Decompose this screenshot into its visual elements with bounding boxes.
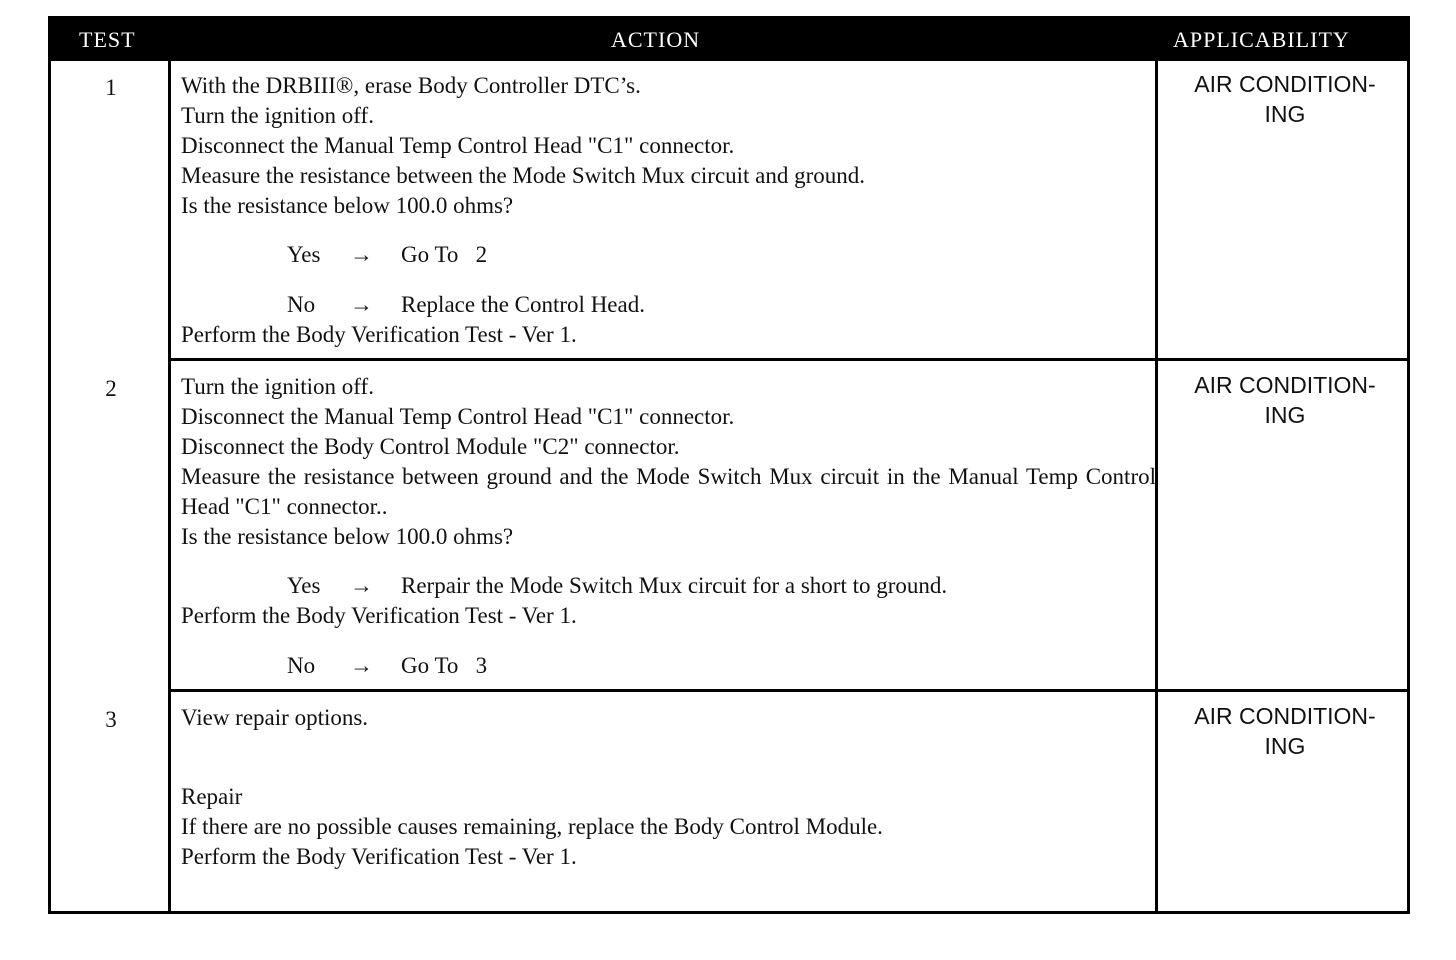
- yes-option: [181, 571, 1156, 601]
- applicability-cell: [1163, 69, 1407, 129]
- no-result: Replace the Control Head.: [401, 292, 645, 317]
- action-line: Turn the ignition off.: [181, 374, 374, 399]
- applicability-cell: [1163, 701, 1407, 761]
- header-action: ACTION: [611, 27, 701, 52]
- action-cell: [181, 372, 1156, 681]
- test-number: 3: [105, 707, 117, 732]
- header-applicability: APPLICABILITY: [1173, 27, 1350, 52]
- applicability-text-continued: ING: [1264, 101, 1306, 127]
- no-option: [181, 651, 1156, 681]
- applicability-text: AIR CONDITION-: [1194, 71, 1376, 97]
- no-result: Go To 3: [401, 653, 488, 678]
- column-divider: [168, 61, 171, 911]
- action-cell: [181, 703, 1156, 872]
- header-test: TEST: [79, 27, 136, 52]
- repair-text: If there are no possible causes remaining, replace the Body Control Module.: [181, 814, 883, 839]
- arrow-icon: →: [350, 653, 373, 678]
- action-line: View repair options.: [181, 705, 369, 730]
- action-line: Is the resistance below 100.0 ohms?: [181, 524, 514, 549]
- applicability-cell: [1163, 370, 1407, 430]
- action-line: Measure the resistance between the Mode Switch Mux circuit and ground.: [181, 163, 866, 188]
- yes-label: Yes: [287, 242, 321, 267]
- no-label: No: [287, 653, 316, 678]
- applicability-text: AIR CONDITION-: [1194, 703, 1376, 729]
- action-line: Disconnect the Body Control Module "C2" connector.: [181, 434, 680, 459]
- row-divider: [171, 689, 1407, 692]
- applicability-text-continued: ING: [1264, 733, 1306, 759]
- applicability-text-continued: ING: [1264, 402, 1306, 428]
- test-number: 1: [105, 75, 117, 100]
- action-line: Is the resistance below 100.0 ohms?: [181, 193, 514, 218]
- repair-label: Repair: [181, 784, 243, 809]
- yes-result-continued: Perform the Body Verification Test - Ver 1.: [181, 603, 577, 628]
- arrow-icon: →: [350, 573, 373, 598]
- action-line: With the DRBIII®, erase Body Controller DTC’s.: [181, 73, 641, 98]
- table-header: [51, 19, 1407, 61]
- no-result-continued: Perform the Body Verification Test - Ver 1.: [181, 322, 577, 347]
- row-divider: [171, 358, 1407, 361]
- applicability-text: AIR CONDITION-: [1194, 372, 1376, 398]
- yes-result: Go To 2: [401, 242, 488, 267]
- arrow-icon: →: [350, 292, 373, 317]
- action-line: Disconnect the Manual Temp Control Head "C1" connector.: [181, 133, 735, 158]
- action-line: Turn the ignition off.: [181, 103, 374, 128]
- repair-text-continued: Perform the Body Verification Test - Ver 1.: [181, 844, 577, 869]
- yes-result: Rerpair the Mode Switch Mux circuit for a short to ground.: [401, 573, 948, 598]
- no-option: [181, 290, 1156, 320]
- yes-label: Yes: [287, 573, 321, 598]
- arrow-icon: →: [350, 242, 373, 267]
- action-line: Measure the resistance between ground and the Mode Switch Mux circuit in the Manual Temp Control Head "C1" connector..: [181, 464, 1156, 519]
- test-number: 2: [105, 376, 117, 401]
- action-cell: [181, 71, 1156, 350]
- diagnostic-test-table: [48, 16, 1410, 914]
- no-label: No: [287, 292, 316, 317]
- action-line: Disconnect the Manual Temp Control Head "C1" connector.: [181, 404, 735, 429]
- yes-option: [181, 240, 1156, 270]
